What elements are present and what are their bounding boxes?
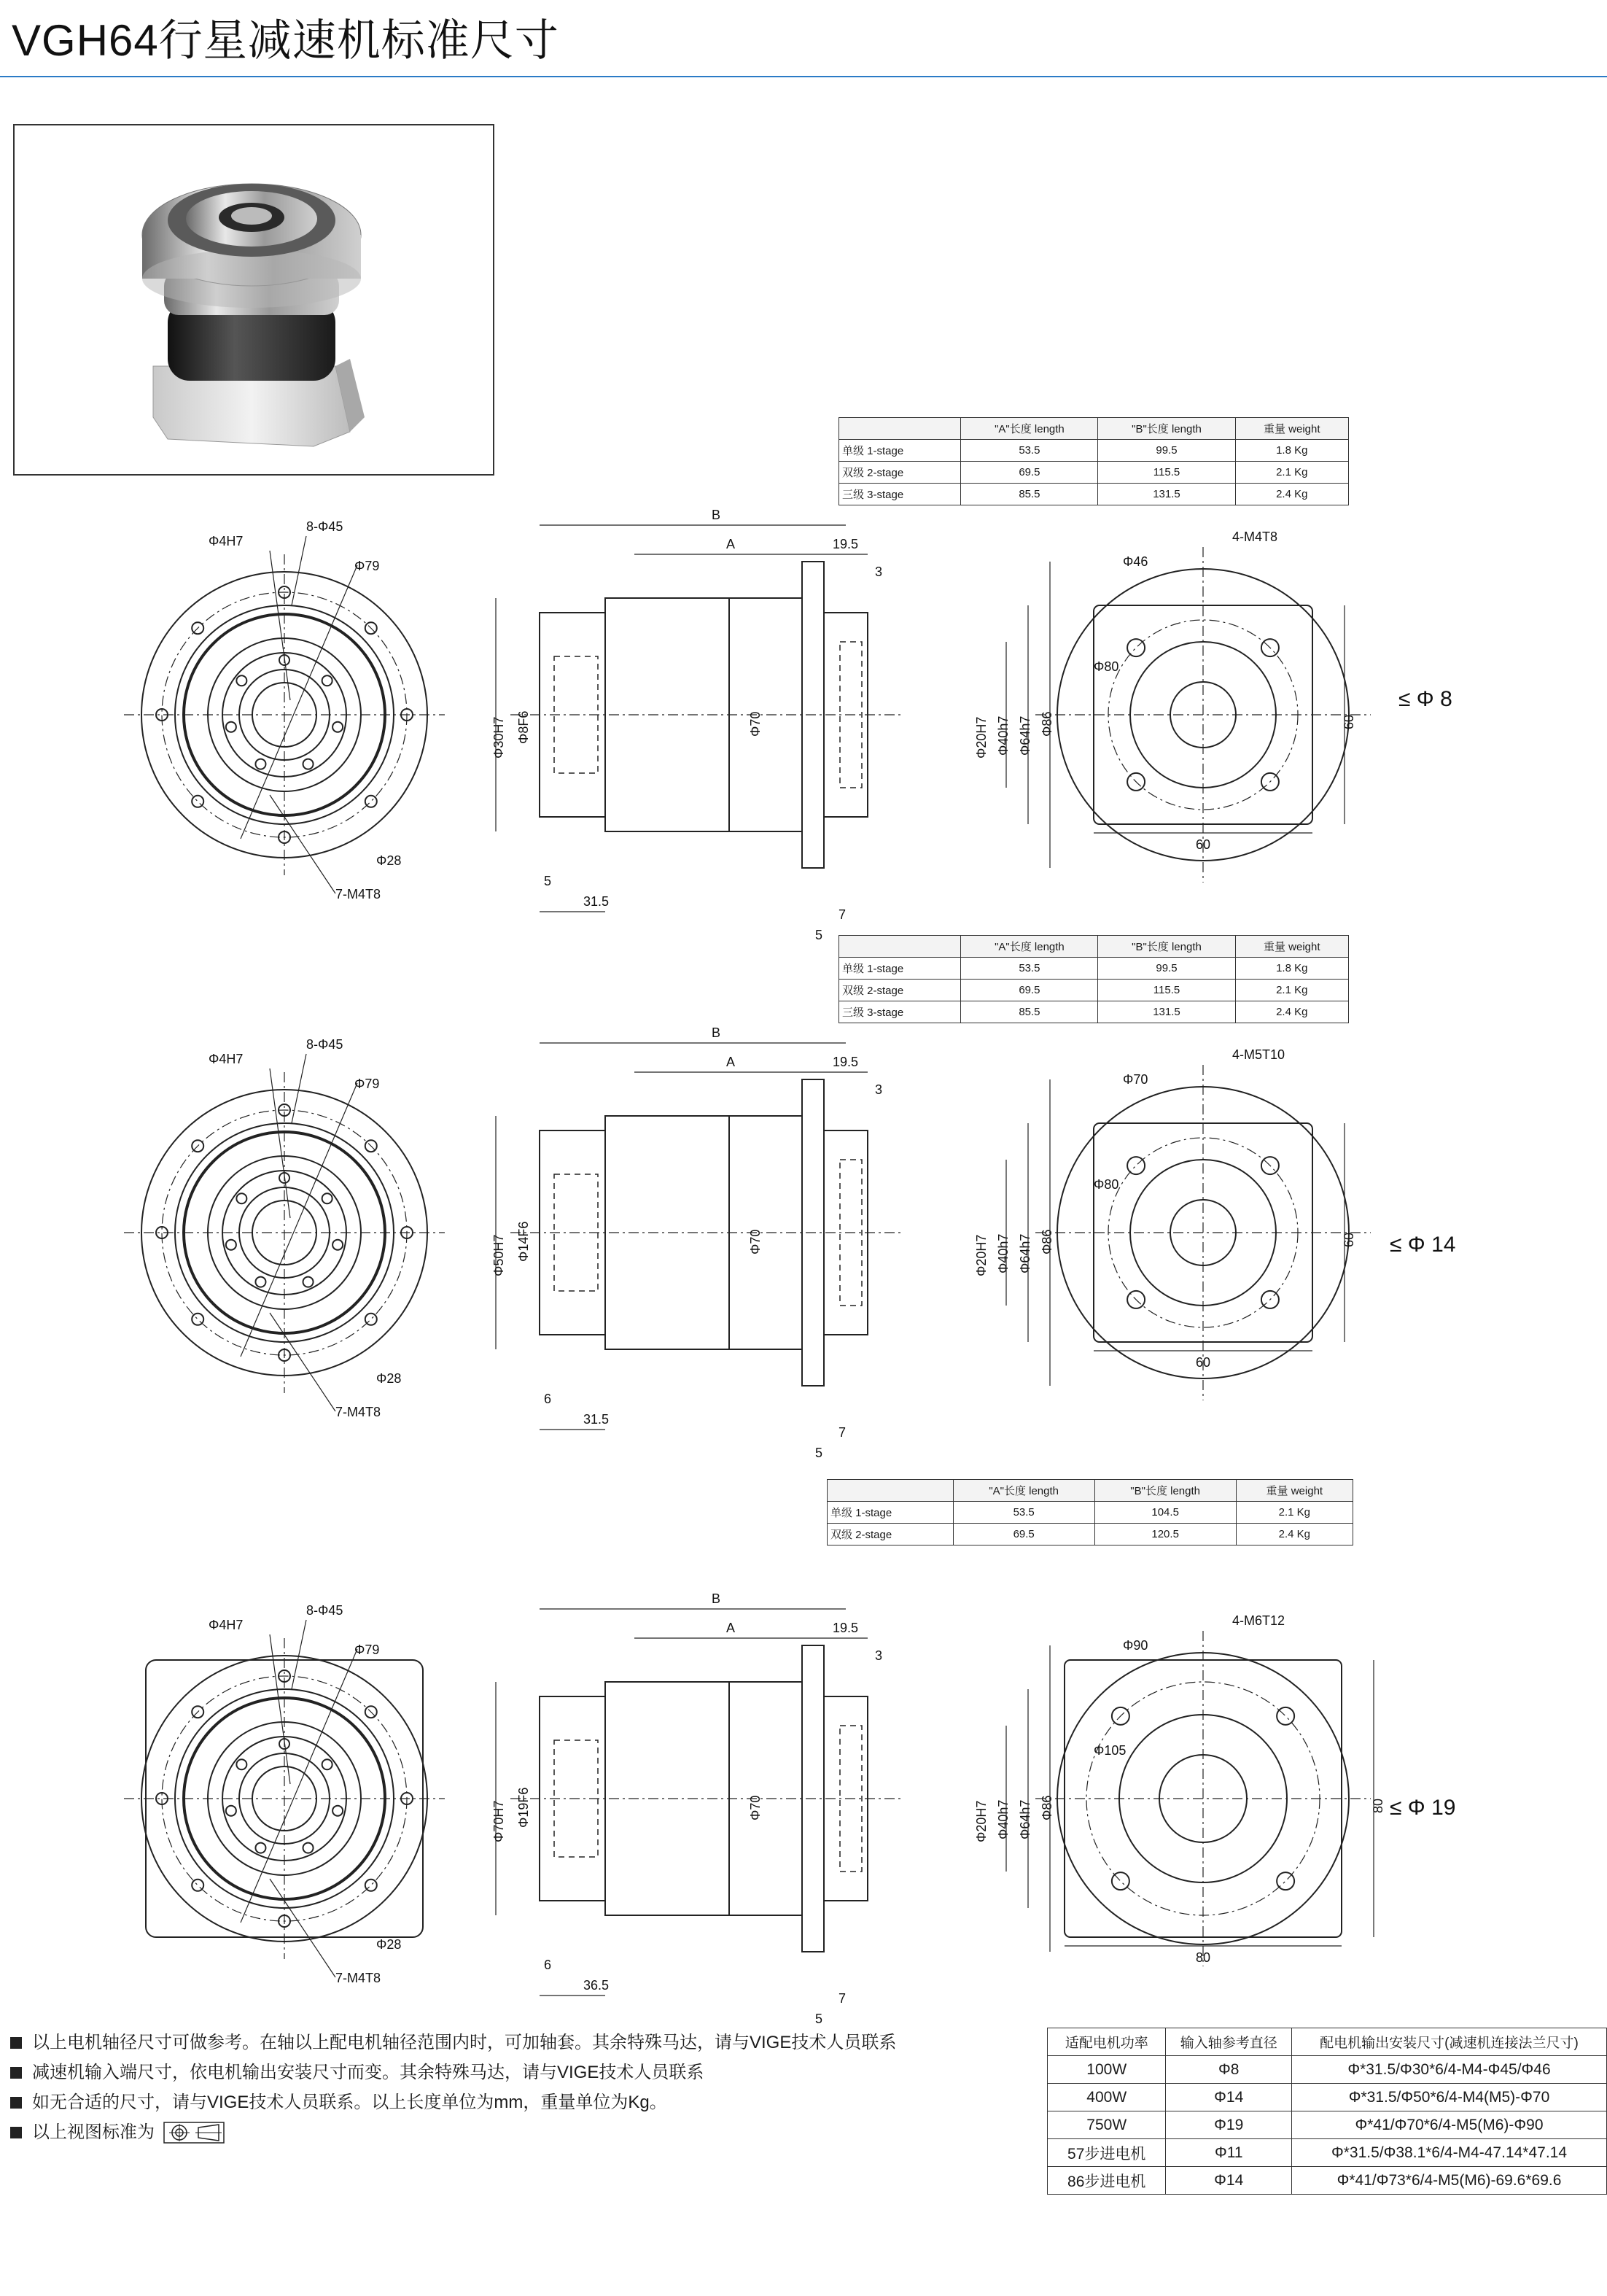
rear-diameter-label: Φ80 — [1094, 1177, 1119, 1192]
table-cell: 单级 1-stage — [839, 958, 961, 980]
table-cell: 双级 2-stage — [839, 980, 961, 1001]
rear-tap-label: 4-M5T10 — [1232, 1047, 1285, 1062]
dimension-5b-label: 5 — [815, 1446, 823, 1460]
rear-pcd-label: Φ46 — [1123, 554, 1148, 569]
table-cell: 单级 1-stage — [839, 440, 961, 462]
note-text: 如无合适的尺寸，请与VIGE技术人员联系。以上长度单位为mm，重量单位为Kg。 — [32, 2093, 667, 2112]
tapped-hole-circle — [332, 1240, 343, 1250]
table-cell: 2.4 Kg — [1235, 484, 1348, 505]
dimension-19-5-label: 19.5 — [833, 1055, 859, 1069]
leader-line — [270, 551, 290, 700]
tapped-hole-circle — [303, 1843, 314, 1853]
table-cell: Φ*31.5/Φ38.1*6/4-M4-47.14*47.14 — [1292, 2139, 1607, 2167]
output-flange-label: Φ64h7 — [1018, 1799, 1032, 1839]
tapped-hole-circle — [322, 1759, 332, 1769]
notes-list — [10, 2028, 896, 2147]
header-cell: 重量 weight — [1236, 1480, 1353, 1502]
dimension-3-label: 3 — [875, 565, 883, 579]
table-cell: 单级 1-stage — [828, 1502, 954, 1524]
inner-diameter-label: Φ28 — [376, 1937, 402, 1952]
header-cell: 配电机输出安装尺寸(减速机连接法兰尺寸) — [1292, 2028, 1607, 2056]
bore-label: Φ4H7 — [209, 534, 244, 548]
body-diameter-label: Φ70 — [748, 1229, 763, 1254]
table-cell: Φ11 — [1166, 2139, 1292, 2167]
output-pilot-label: Φ40h7 — [996, 715, 1011, 756]
rear-width-label: 80 — [1196, 1950, 1211, 1965]
table-cell: 99.5 — [1098, 958, 1235, 980]
rear-height-label: 60 — [1342, 714, 1356, 729]
dimension-A-label: A — [726, 1621, 736, 1635]
flange-outer-label: Φ86 — [1040, 711, 1054, 737]
dimension-3-label: 3 — [875, 1648, 883, 1663]
tapped-hole-circle — [322, 1193, 332, 1203]
dimension-3-label: 3 — [875, 1082, 883, 1097]
table-cell: 100W — [1048, 2056, 1166, 2084]
leader-line — [270, 1634, 290, 1784]
tapped-hole-circle — [303, 1277, 314, 1287]
table-cell: 400W — [1048, 2084, 1166, 2111]
table-cell: 131.5 — [1098, 484, 1235, 505]
output-pilot-label: Φ40h7 — [996, 1799, 1011, 1839]
header-cell: 适配电机功率 — [1048, 2028, 1166, 2056]
bullet-square-icon — [10, 2037, 22, 2049]
table-cell: 双级 2-stage — [839, 462, 961, 484]
motor-screw-hole — [1127, 1157, 1145, 1174]
table-cell: 2.1 Kg — [1236, 1502, 1353, 1524]
leader-line — [292, 1054, 306, 1123]
leader-line — [270, 1069, 290, 1218]
rear-pcd-label: Φ90 — [1123, 1638, 1148, 1653]
tapped-hole-circle — [236, 1193, 246, 1203]
table-cell: 750W — [1048, 2111, 1166, 2139]
mount-hole-circle — [365, 796, 377, 807]
flange-outer-label: Φ86 — [1040, 1229, 1054, 1254]
dimension-5-label: 6 — [544, 1392, 552, 1406]
dimension-7-label: 7 — [838, 1425, 847, 1440]
dimension-A-label: A — [726, 537, 736, 551]
table-cell: 三级 3-stage — [839, 484, 961, 505]
tapped-hole-label: 7-M4T8 — [335, 887, 381, 901]
table-cell: 57步进电机 — [1048, 2139, 1166, 2167]
dimension-B-label: B — [712, 1025, 721, 1040]
input-shaft-label: Φ14F6 — [516, 1221, 531, 1262]
bore-label: Φ4H7 — [209, 1052, 244, 1066]
tapped-hole-circle — [255, 1843, 265, 1853]
pcd-label: Φ79 — [354, 559, 380, 573]
holes-label: 8-Φ45 — [306, 519, 343, 534]
table-cell: 85.5 — [961, 484, 1098, 505]
dimension-31-5-label: 31.5 — [583, 894, 610, 909]
dimension-31-5-label: 31.5 — [583, 1412, 610, 1427]
body-diameter-label: Φ70 — [748, 711, 763, 737]
table-cell: 104.5 — [1094, 1502, 1236, 1524]
table-cell: Φ*41/Φ70*6/4-M5(M6)-Φ90 — [1292, 2111, 1607, 2139]
table-cell: 53.5 — [961, 440, 1098, 462]
body-diameter-label: Φ70 — [748, 1795, 763, 1820]
table-cell: Φ14 — [1166, 2084, 1292, 2111]
note-text: 减速机输入端尺寸，依电机输出安装尺寸而变。其余特殊马达，请与VIGE技术人员联系 — [32, 2063, 704, 2082]
rear-tap-label: 4-M6T12 — [1232, 1613, 1285, 1628]
table-cell: Φ14 — [1166, 2167, 1292, 2195]
motor-screw-hole — [1277, 1872, 1294, 1890]
output-flange-label: Φ64h7 — [1018, 1233, 1032, 1273]
mount-hole-circle — [192, 1880, 203, 1891]
first-angle-projection-icon — [163, 2122, 225, 2144]
header-cell: "B"长度 length — [1094, 1480, 1236, 1502]
table-cell: Φ*41/Φ73*6/4-M5(M6)-69.6*69.6 — [1292, 2167, 1607, 2195]
tapped-hole-circle — [255, 1277, 265, 1287]
table-cell: 69.5 — [961, 462, 1098, 484]
header-cell: "B"长度 length — [1098, 418, 1235, 440]
pcd-label: Φ79 — [354, 1077, 380, 1091]
pcd-label: Φ79 — [354, 1643, 380, 1657]
dimension-B-label: B — [712, 1591, 721, 1606]
dimension-19-5-label: 19.5 — [833, 1621, 859, 1635]
tapped-hole-circle — [332, 722, 343, 732]
table-cell: 2.4 Kg — [1235, 1001, 1348, 1023]
output-shaft-label: Φ20H7 — [974, 716, 989, 759]
tapped-hole-circle — [303, 759, 314, 769]
dimension-7-label: 7 — [838, 1991, 847, 2006]
table-cell: 86步进电机 — [1048, 2167, 1166, 2195]
output-shaft-label: Φ20H7 — [974, 1234, 989, 1276]
table-cell: Φ*31.5/Φ50*6/4-M4(M5)-Φ70 — [1292, 2084, 1607, 2111]
input-shaft-label: Φ8F6 — [516, 710, 531, 744]
output-pilot-label: Φ40h7 — [996, 1233, 1011, 1273]
note-item — [10, 2028, 896, 2058]
leader-line — [270, 1313, 335, 1411]
table-cell: Φ*31.5/Φ30*6/4-M4-Φ45/Φ46 — [1292, 2056, 1607, 2084]
leader-line — [270, 1879, 335, 1977]
motor-screw-hole — [1277, 1707, 1294, 1725]
note-item — [10, 2117, 896, 2147]
header-cell: "A"长度 length — [961, 418, 1098, 440]
note-text: 以上视图标准为 — [32, 2122, 155, 2142]
rear-diameter-label: Φ80 — [1094, 659, 1119, 674]
note-text: 以上电机轴径尺寸可做参考。在轴以上配电机轴径范围内时，可加轴套。其余特殊马达，请与VIGE技术人员联系 — [32, 2033, 897, 2052]
leader-line — [270, 795, 335, 893]
input-diameter-label: Φ70H7 — [491, 1800, 506, 1842]
page-title: VGH64行星减速机标准尺寸 — [12, 16, 559, 65]
inner-diameter-label: Φ28 — [376, 853, 402, 868]
output-shaft-label: Φ20H7 — [974, 1800, 989, 1842]
table-cell: 2.4 Kg — [1236, 1524, 1353, 1545]
header-cell: "A"长度 length — [953, 1480, 1094, 1502]
table-cell: Φ8 — [1166, 2056, 1292, 2084]
output-flange-label: Φ64h7 — [1018, 715, 1032, 756]
note-item — [10, 2058, 896, 2087]
dimension-19-5-label: 19.5 — [833, 537, 859, 551]
table-cell: 双级 2-stage — [828, 1524, 954, 1545]
tapped-hole-circle — [236, 1759, 246, 1769]
tapped-hole-circle — [226, 1806, 236, 1816]
dimension-5b-label: 5 — [815, 2012, 823, 2026]
dimension-A-label: A — [726, 1055, 736, 1069]
dimension-5-label: 6 — [544, 1958, 552, 1972]
bullet-square-icon — [10, 2097, 22, 2109]
note-item — [10, 2087, 896, 2117]
tapped-hole-label: 7-M4T8 — [335, 1971, 381, 1985]
bore-label: Φ4H7 — [209, 1618, 244, 1632]
rear-tap-label: 4-M4T8 — [1232, 530, 1278, 544]
table-cell: 69.5 — [961, 980, 1098, 1001]
table-cell: 1.8 Kg — [1235, 440, 1348, 462]
tapped-hole-label: 7-M4T8 — [335, 1405, 381, 1419]
rear-pcd-label: Φ70 — [1123, 1072, 1148, 1087]
table-cell: Φ19 — [1166, 2111, 1292, 2139]
motor-screw-hole — [1112, 1872, 1129, 1890]
tapped-hole-circle — [226, 722, 236, 732]
mount-hole-circle — [192, 796, 203, 807]
rear-height-label: 60 — [1342, 1232, 1356, 1247]
tapped-hole-circle — [236, 675, 246, 686]
leader-line — [292, 536, 306, 605]
motor-screw-hole — [1127, 639, 1145, 656]
tapped-hole-circle — [322, 675, 332, 686]
table-cell: 1.8 Kg — [1235, 958, 1348, 980]
shaft-diameter-label: ≤ Φ 19 — [1390, 1796, 1456, 1820]
header-cell: "A"长度 length — [961, 936, 1098, 958]
holes-label: 8-Φ45 — [306, 1037, 343, 1052]
tapped-hole-circle — [332, 1806, 343, 1816]
mount-hole-circle — [365, 1314, 377, 1325]
mount-hole-circle — [365, 1880, 377, 1891]
flange-outer-label: Φ86 — [1040, 1795, 1054, 1820]
rear-height-label: 80 — [1371, 1798, 1385, 1813]
holes-label: 8-Φ45 — [306, 1603, 343, 1618]
motor-compatibility-table — [1047, 2028, 1607, 2195]
input-diameter-label: Φ50H7 — [491, 1234, 506, 1276]
table-cell: 三级 3-stage — [839, 1001, 961, 1023]
dimension-B-label: B — [712, 508, 721, 522]
input-diameter-label: Φ30H7 — [491, 716, 506, 759]
tapped-hole-circle — [226, 1240, 236, 1250]
rear-diameter-label: Φ105 — [1094, 1743, 1127, 1758]
table-cell: 69.5 — [953, 1524, 1094, 1545]
header-cell: "B"长度 length — [1098, 936, 1235, 958]
dimension-5b-label: 5 — [815, 928, 823, 942]
header-cell: 重量 weight — [1235, 936, 1348, 958]
dimension-7-label: 7 — [838, 907, 847, 922]
dimension-5-label: 5 — [544, 874, 552, 888]
tapped-hole-circle — [255, 759, 265, 769]
table-cell: 131.5 — [1098, 1001, 1235, 1023]
table-cell: 2.1 Kg — [1235, 462, 1348, 484]
mount-hole-circle — [192, 1314, 203, 1325]
bullet-square-icon — [10, 2127, 22, 2138]
table-cell: 115.5 — [1098, 462, 1235, 484]
shaft-diameter-label: ≤ Φ 8 — [1398, 687, 1452, 711]
header-cell: 输入轴参考直径 — [1166, 2028, 1292, 2056]
table-cell: 2.1 Kg — [1235, 980, 1348, 1001]
table-cell: 53.5 — [961, 958, 1098, 980]
table-cell: 120.5 — [1094, 1524, 1236, 1545]
rear-width-label: 60 — [1196, 1355, 1211, 1370]
table-cell: 53.5 — [953, 1502, 1094, 1524]
shaft-diameter-label: ≤ Φ 14 — [1390, 1233, 1456, 1257]
table-cell: 99.5 — [1098, 440, 1235, 462]
rear-width-label: 60 — [1196, 837, 1211, 852]
leader-line — [292, 1620, 306, 1689]
inner-diameter-label: Φ28 — [376, 1371, 402, 1386]
table-cell: 115.5 — [1098, 980, 1235, 1001]
dimension-31-5-label: 36.5 — [583, 1978, 610, 1993]
input-shaft-label: Φ19F6 — [516, 1787, 531, 1828]
header-cell: 重量 weight — [1235, 418, 1348, 440]
bullet-square-icon — [10, 2067, 22, 2079]
table-cell: 85.5 — [961, 1001, 1098, 1023]
